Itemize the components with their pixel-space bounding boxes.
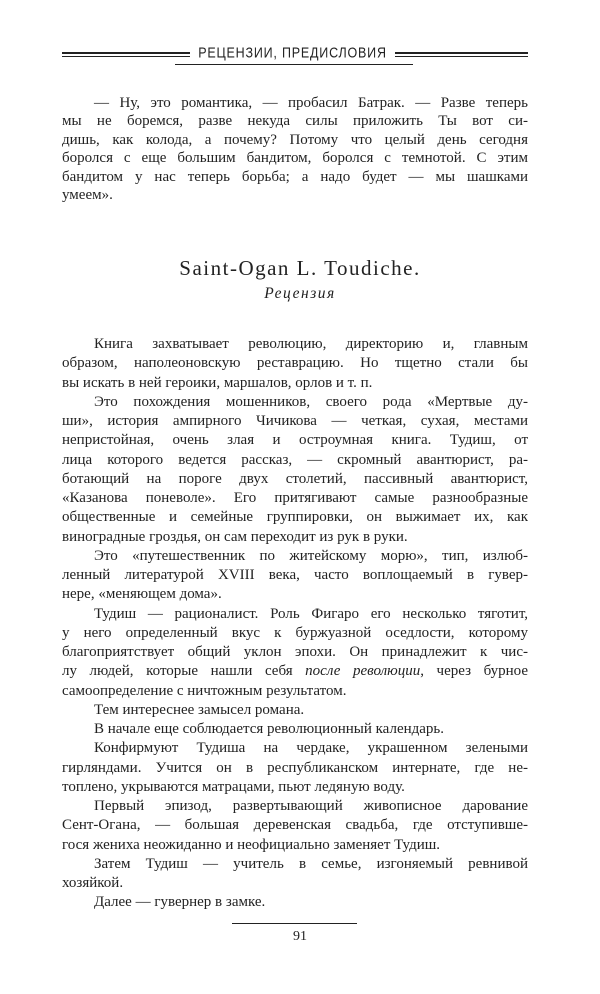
text-line: — Ну, это романтика, — пробасил Батрак. — Разве теперь — [94, 95, 528, 111]
text-line: Сент-Огана, — большая деревенская свадьба, где отступивше- — [62, 817, 528, 834]
text-line: умеем». — [62, 186, 113, 203]
text-line: Далее — гувернер в замке. — [94, 894, 266, 911]
italic-emphasis: после революции — [305, 663, 421, 680]
text-line: боролся с еще большим бандитом, боролся с темнотой. С этим — [62, 150, 528, 167]
text-line: непристойная, очень злая и остроумная книга. Тудиш, от — [62, 432, 528, 449]
header-underline — [175, 64, 413, 65]
text-line: Тудиш — рационалист. Роль Фигаро его несколько тяготит, — [94, 605, 528, 622]
text-line: Тем интереснее замысел романа. — [94, 701, 305, 718]
text-line: у него определенный вкус к буржуазной оседлости, которому — [62, 624, 528, 641]
text-line — [62, 662, 528, 681]
text-line: Конфирмуют Тудиша на чердаке, украшенном зелеными — [94, 740, 528, 757]
intro-paragraph — [62, 94, 528, 204]
text-line: образом, наполеоновскую реставрацию. Но тщетно стали бы — [62, 355, 528, 372]
text-segment: лу людей, которые нашли себя — [62, 663, 306, 680]
text-line: дишь, как колода, а почему? Потому что целый день сегодня — [62, 131, 528, 148]
text-line: ленный литературой XVIII века, часто воплощаемый в гувер- — [62, 567, 528, 583]
page-number: 91 — [293, 929, 307, 944]
text-line: гося жениха неожиданно и неофициально заменяет Тудиш. — [62, 836, 441, 853]
header-rule-right — [395, 52, 528, 57]
text-line: мы не боремся, разве некуда силы приложить Ты вот си- — [62, 113, 528, 130]
text-line: Это «путешественник по житейскому морю», тип, излюб- — [94, 547, 528, 564]
text-line: хозяйкой. — [62, 875, 124, 891]
text-segment: , через бурное — [420, 663, 528, 680]
text-line: общественные и семейные группировки, он выжимает их, как — [62, 509, 528, 526]
text-line: В начале еще соблюдается революционный календарь. — [94, 721, 445, 737]
footer-rule — [232, 923, 357, 924]
review-title: Saint-Ogan L. Toudiche. — [179, 256, 421, 280]
text-line: нере, «меняющем дома». — [62, 586, 222, 603]
text-line: Первый эпизод, развертывающий живописное дарование — [94, 798, 528, 814]
text-line: гирляндами. Учится он в республиканском интернате, где не- — [62, 759, 528, 776]
text-line: самоопределение с ничтожным результатом. — [62, 682, 347, 699]
text-line: вы искать в ней героики, маршалов, орлов и т. п. — [62, 374, 373, 391]
text-line: бандитом у нас теперь борьба; а надо будет — мы шашками — [62, 168, 528, 185]
text-line: Книга захватывает революцию, директорию и, главным — [94, 336, 528, 352]
text-line: лица которого ведется рассказ, — скромный авантюрист, ра- — [62, 451, 528, 468]
text-line: благоприятствует общий уклон эпохи. Он принадлежит к чис- — [62, 644, 528, 660]
text-line: ботающий на пороге двух столетий, пассивный авантюрист, — [62, 470, 528, 487]
text-line: виноградные гроздья, он сам переходит из рук в руки. — [62, 528, 408, 545]
review-body — [62, 335, 528, 913]
text-line: топлено, укрываются матрацами, пьют ледяную воду. — [62, 778, 405, 795]
running-title: РЕЦЕНЗИИ, ПРЕДИСЛОВИЯ — [198, 44, 387, 62]
text-line: «Казанова поневоле». Его притягивают самые разнообразные — [62, 490, 528, 506]
header-rule-left — [62, 52, 190, 57]
text-line: ши», история ампирного Чичикова — четкая, сухая, местами — [62, 413, 528, 429]
text-line: Затем Тудиш — учитель в семье, изгоняемый ревнивой — [94, 855, 528, 872]
text-line: Это похождения мошенников, своего рода «Мертвые ду- — [94, 393, 528, 410]
review-subtitle: Рецензия — [264, 285, 336, 302]
